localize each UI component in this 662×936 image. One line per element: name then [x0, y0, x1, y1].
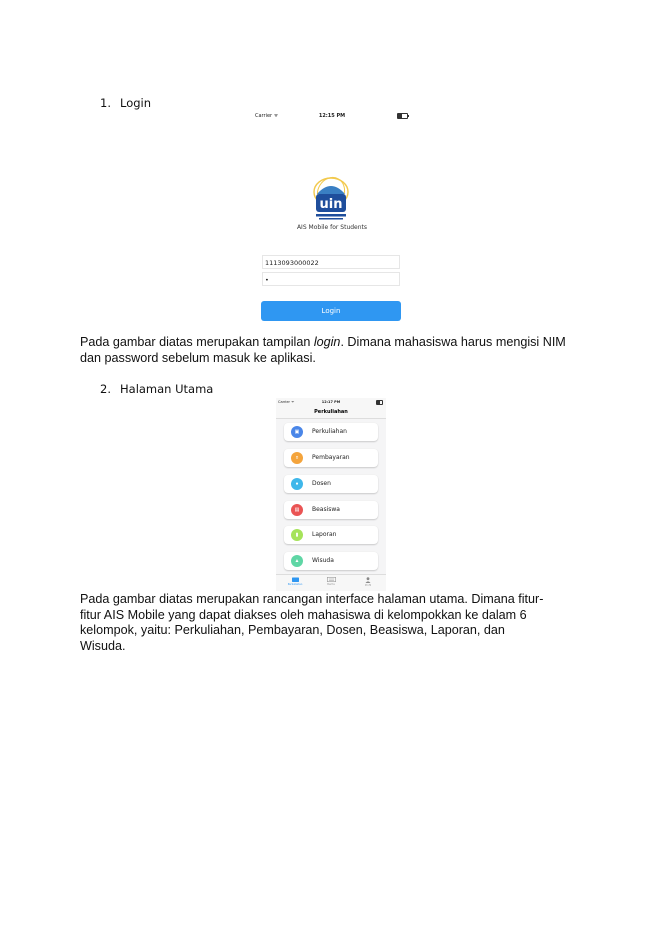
paragraph-1-text-after: . Dimana mahasiswa harus mengisi NIM dan password sebelum masuk ke aplikasi. — [80, 335, 566, 365]
menu-item-beasiswa[interactable] — [284, 501, 378, 519]
tab-bar — [276, 574, 386, 591]
section-2-number: 2. — [100, 382, 111, 396]
paragraph-1-text-before: Pada gambar diatas merupakan tampilan — [80, 335, 314, 349]
app-caption: AIS Mobile for Students — [296, 224, 368, 231]
menu-label: Wisuda — [312, 557, 334, 564]
tab-profil[interactable] — [358, 577, 378, 589]
graduation-icon: ▲ — [291, 555, 303, 567]
briefcase-icon: ▣ — [291, 426, 303, 438]
password-field[interactable]: • — [262, 272, 400, 286]
menu-label: Dosen — [312, 480, 331, 487]
logo-text: uin — [319, 197, 343, 212]
login-screenshot — [252, 110, 412, 325]
tab-label: Perkuliahan — [287, 583, 303, 586]
section-2-heading — [100, 382, 213, 396]
main-screen-screenshot — [276, 398, 386, 591]
paragraph-2-line: Wisuda. — [80, 638, 126, 653]
paragraph-2-line: Pada gambar diatas merupakan rancangan interface halaman utama. Dimana fitur- — [80, 592, 544, 606]
nav-title: Perkuliahan — [276, 406, 386, 419]
document-icon: ▤ — [291, 504, 303, 516]
menu-label: Beasiswa — [312, 506, 340, 513]
tab-perkuliahan[interactable] — [285, 577, 305, 589]
status-time: 12:17 PM — [321, 399, 341, 404]
tab-label: Berita — [327, 583, 335, 586]
carrier-label: Carrier ᯤ — [278, 399, 295, 404]
menu-item-wisuda[interactable] — [284, 552, 378, 570]
news-tab-icon — [327, 577, 336, 582]
person-icon: ● — [291, 478, 303, 490]
menu-label: Laporan — [312, 531, 337, 538]
login-button[interactable]: Login — [261, 301, 401, 321]
profile-tab-icon — [365, 577, 371, 583]
battery-icon — [376, 400, 383, 405]
report-icon: ▮ — [291, 529, 303, 541]
menu-item-dosen[interactable] — [284, 475, 378, 493]
menu-label: Perkuliahan — [312, 428, 347, 435]
nim-field[interactable]: 1113093000022 — [262, 255, 400, 269]
paragraph-2 — [80, 592, 580, 654]
section-1-title: Login — [120, 96, 152, 110]
battery-icon — [397, 113, 408, 119]
paragraph-2-line: kelompok, yaitu: Perkuliahan, Pembayaran, Dosen, Beasiswa, Laporan, dan — [80, 623, 505, 637]
status-bar — [252, 110, 412, 122]
tab-berita[interactable] — [321, 577, 341, 589]
menu-label: Pembayaran — [312, 454, 350, 461]
status-bar — [276, 398, 386, 406]
menu-item-perkuliahan[interactable] — [284, 423, 378, 441]
money-icon: ¤ — [291, 452, 303, 464]
paragraph-1 — [80, 335, 580, 366]
carrier-label: Carrier ᯤ — [255, 113, 279, 119]
menu-item-pembayaran[interactable] — [284, 449, 378, 467]
section-1-heading — [100, 96, 151, 110]
uin-logo — [311, 176, 351, 222]
section-1-number: 1. — [100, 96, 111, 110]
home-tab-icon — [292, 577, 299, 582]
paragraph-2-line: fitur AIS Mobile yang dapat diakses oleh mahasiswa di kelompokkan ke dalam 6 — [80, 607, 527, 622]
tab-label: Profil — [364, 584, 372, 587]
section-2-title: Halaman Utama — [120, 382, 214, 396]
paragraph-1-emphasis: login — [313, 335, 341, 349]
status-time: 12:15 PM — [318, 113, 346, 119]
menu-item-laporan[interactable] — [284, 526, 378, 544]
